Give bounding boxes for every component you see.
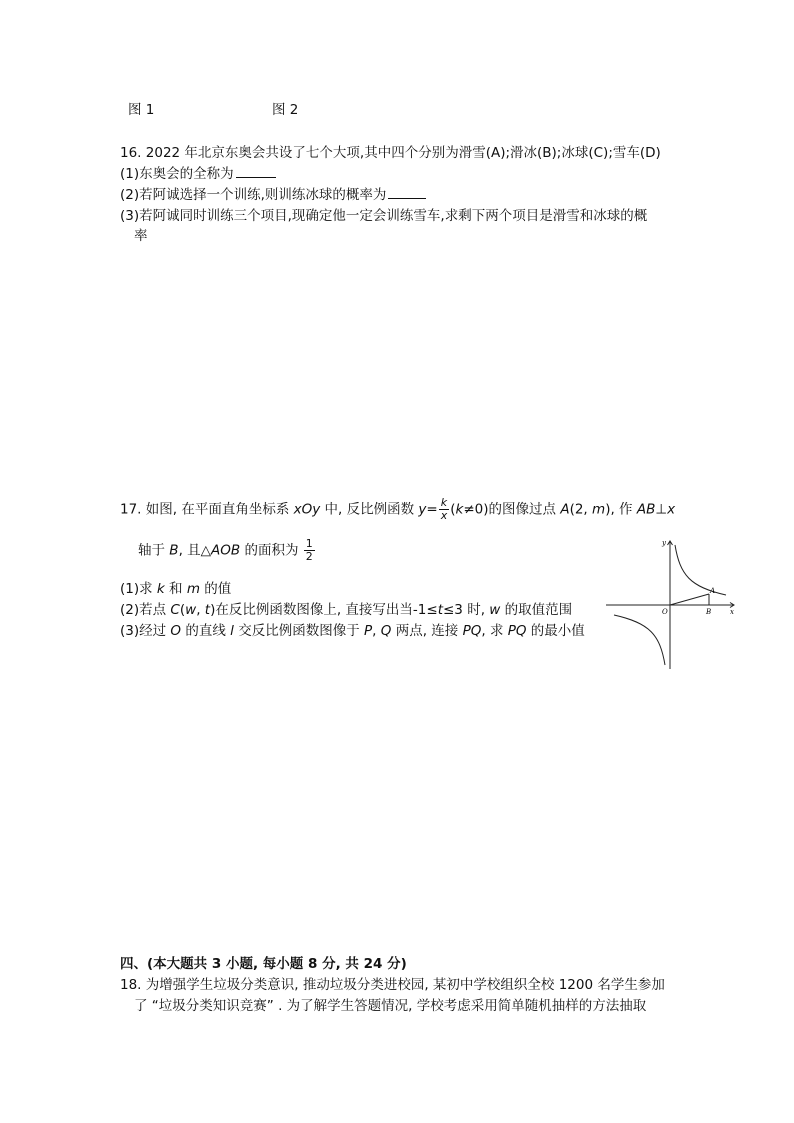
- x-axis-label: x: [730, 608, 734, 616]
- text: 两点, 连接: [391, 623, 463, 639]
- text: (1)求: [120, 581, 157, 597]
- q17-stem-line1: [120, 497, 675, 522]
- math-var: t: [204, 602, 211, 618]
- math-var: t: [437, 602, 443, 618]
- math-var: P: [364, 623, 373, 639]
- q17-part2: [120, 598, 572, 618]
- text: ≠0)的图像过点: [463, 501, 561, 518]
- math-var: O: [170, 623, 182, 639]
- q17-stem-line2: [138, 538, 316, 563]
- text: , 求: [481, 623, 508, 639]
- text: 的值: [200, 581, 232, 597]
- math-var: B: [169, 542, 179, 559]
- fraction-one-half: [304, 538, 315, 563]
- math-var: AB: [636, 501, 656, 518]
- point-b-label: B: [706, 608, 712, 616]
- text: (3)经过: [120, 623, 171, 639]
- text: (2,: [569, 501, 593, 518]
- math-var: y: [418, 501, 427, 518]
- q16-part1: [120, 162, 276, 182]
- figure-1-caption: 图 1: [128, 102, 155, 118]
- q16-part1-text: (1)东奥会的全称为: [120, 166, 234, 182]
- q16-stem: 16. 2022 年北京东奥会共设了七个大项,其中四个分别为滑雪(A);滑冰(B);冰球(C);雪车(D): [120, 145, 661, 161]
- hyperbola-graph: [600, 535, 740, 672]
- math-var: m: [186, 581, 200, 597]
- text: , 且△: [178, 542, 212, 559]
- fraction-k-over-x: [439, 497, 450, 522]
- text: 中, 反比例函数: [320, 501, 419, 518]
- figure-2-caption: 图 2: [272, 102, 299, 118]
- answer-blank: [236, 176, 276, 178]
- text: ,: [196, 602, 205, 618]
- fraction-numerator: k: [439, 497, 450, 510]
- text: 和: [164, 581, 187, 597]
- math-var: PQ: [507, 623, 527, 639]
- text: ,: [372, 623, 381, 639]
- text: 的最小值: [526, 623, 585, 639]
- q16-part2-text: (2)若阿诚选择一个训练,则训练冰球的概率为: [120, 187, 387, 203]
- math-var: AOB: [211, 542, 241, 559]
- text: 17. 如图, 在平面直角坐标系: [120, 501, 294, 518]
- math-var: w: [185, 602, 197, 618]
- math-var: A: [560, 501, 570, 518]
- math-var: k: [455, 501, 464, 518]
- math-var: w: [489, 602, 501, 618]
- text: 的取值范围: [500, 602, 573, 618]
- text: (: [450, 501, 456, 518]
- hyperbola-branch-q1: [675, 545, 726, 595]
- text: (2)若点: [120, 602, 171, 618]
- math-var: PQ: [462, 623, 482, 639]
- fraction-denominator: x: [440, 509, 448, 522]
- text: 轴于: [138, 542, 170, 559]
- fraction-denominator: 2: [305, 550, 313, 563]
- math-var: l: [230, 623, 234, 639]
- math-var: Q: [380, 623, 392, 639]
- text: 的面积为: [240, 542, 303, 559]
- q17-part3: [120, 619, 585, 639]
- text: =: [426, 501, 438, 518]
- fraction-numerator: 1: [305, 537, 313, 550]
- text: ), 作: [605, 501, 637, 518]
- math-var: xOy: [293, 501, 321, 518]
- text: )在反比例函数图像上, 直接写出当-1≤: [210, 602, 438, 618]
- math-var: k: [156, 581, 165, 597]
- math-var: m: [592, 501, 606, 518]
- text: ⊥: [655, 501, 668, 518]
- q16-part3-line2: 率: [134, 228, 148, 244]
- q17-part1: [120, 577, 231, 597]
- q16-part3-line1: (3)若阿诚同时训练三个项目,现确定他一定会训练雪车,求剩下两个项目是滑雪和冰球的概: [120, 208, 648, 224]
- point-a-label: A: [710, 587, 716, 595]
- y-axis-label: y: [662, 539, 666, 547]
- text: (: [179, 602, 186, 618]
- text: 交反比例函数图像于: [233, 623, 365, 639]
- hyperbola-branch-q3: [614, 615, 665, 665]
- section-4-heading: 四、(本大题共 3 小题, 每小题 8 分, 共 24 分): [120, 956, 407, 972]
- segment-OA: [670, 594, 709, 605]
- text: ≤3 时,: [443, 602, 490, 618]
- text: 的直线: [181, 623, 231, 639]
- math-var: x: [667, 501, 676, 518]
- answer-blank: [388, 197, 426, 199]
- q16-part2: [120, 183, 426, 203]
- origin-label: O: [662, 608, 668, 616]
- q18-line1: 18. 为增强学生垃圾分类意识, 推动垃圾分类进校园, 某初中学校组织全校 1200 名学生参加: [120, 977, 665, 993]
- math-var: C: [170, 602, 180, 618]
- q18-line2: 了 “垃圾分类知识竞赛” . 为了解学生答题情况, 学校考虑采用简单随机抽样的方法抽取: [134, 998, 647, 1014]
